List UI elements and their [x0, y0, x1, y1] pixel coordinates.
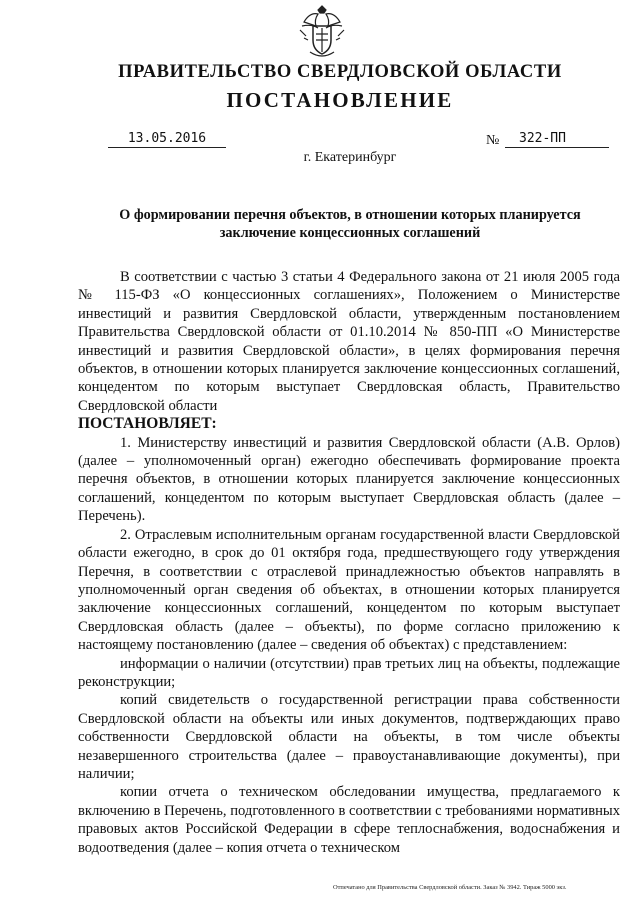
print-footer: Отпечатано для Правительства Свердловской области. Заказ № 3942. Тираж 5000 экз. [333, 884, 567, 891]
number-sign: № [486, 133, 500, 148]
order-word: ПОСТАНОВЛЯЕТ: [78, 415, 217, 433]
city-name: г. Екатеринбург [303, 150, 397, 165]
document-date: 13.05.2016 [108, 131, 226, 148]
item-paragraph-1: 1. Министерству инвестиций и развития Свердловской области (А.В. Орлов) (далее – уполномоченный орган) ежегодно обеспечивать формирование проекта перечня объектов, в отношении которых планируется заключение концессионных соглашений, концедентом по которым выступает Свердловская область (далее – Перечень). [78, 434, 620, 525]
government-name: ПРАВИТЕЛЬСТВО СВЕРДЛОВСКОЙ ОБЛАСТИ [118, 62, 562, 82]
item-subparagraph-1: информации о наличии (отсутствии) прав третьих лиц на объекты, подлежащие реконструкции; [78, 655, 620, 690]
document-body [78, 268, 620, 857]
coat-of-arms-icon [296, 4, 348, 60]
document-title: О формировании перечня объектов, в отношении которых планируется заключение концессионных соглашений [119, 207, 581, 241]
item-subparagraph-2: копий свидетельств о государственной регистрации права собственности Свердловской области на объекты или иных документов, подтверждающих право собственности Свердловской области на объекты, в том числе объекты незавершенного строительства (далее – правоустанавливающие документы), при наличии; [78, 692, 620, 782]
preamble-paragraph: В соответствии с частью 3 статьи 4 Федерального закона от 21 июля 2005 года № 115-ФЗ «О концессионных соглашениях», Положением о Министерстве инвестиций и развития Свердловской области, утвержденным постановлением Правительства Свердловской области от 01.10.2014 № 850-ПП «О Министерстве инвестиций и развития Свердловской области», в целях формирования перечня объектов, в отношении которых планируется заключение концессионных соглашений, концедентом по которым выступает Свердловская область, Правительство Свердловской области [78, 269, 620, 414]
document-number: 322-ПП [505, 131, 609, 148]
document-type: ПОСТАНОВЛЕНИЕ [226, 88, 454, 112]
item-subparagraph-3: копии отчета о техническом обследовании имущества, предлагаемого к включению в Перечень, подготовленного в соответствии с требованиями нормативных правовых актов Российской Федерации в сфере теплоснабжения, водоснабжения и водоотведения (далее – копия отчета о техническом [78, 784, 620, 856]
item-paragraph-2: 2. Отраслевым исполнительным органам государственной власти Свердловской области ежегодно, в срок до 01 октября года, предшествующего году утверждения Перечня, в соответствии с отраслевой принадлежностью объектов направлять в уполномоченный орган сведения об объектах, в отношении которых планируется заключение концессионных соглашений, концедентом по которым выступает Свердловская область (далее – объекты), по форме согласно приложению к настоящему постановлению (далее – сведения об объектах) с представлением: [78, 526, 620, 654]
